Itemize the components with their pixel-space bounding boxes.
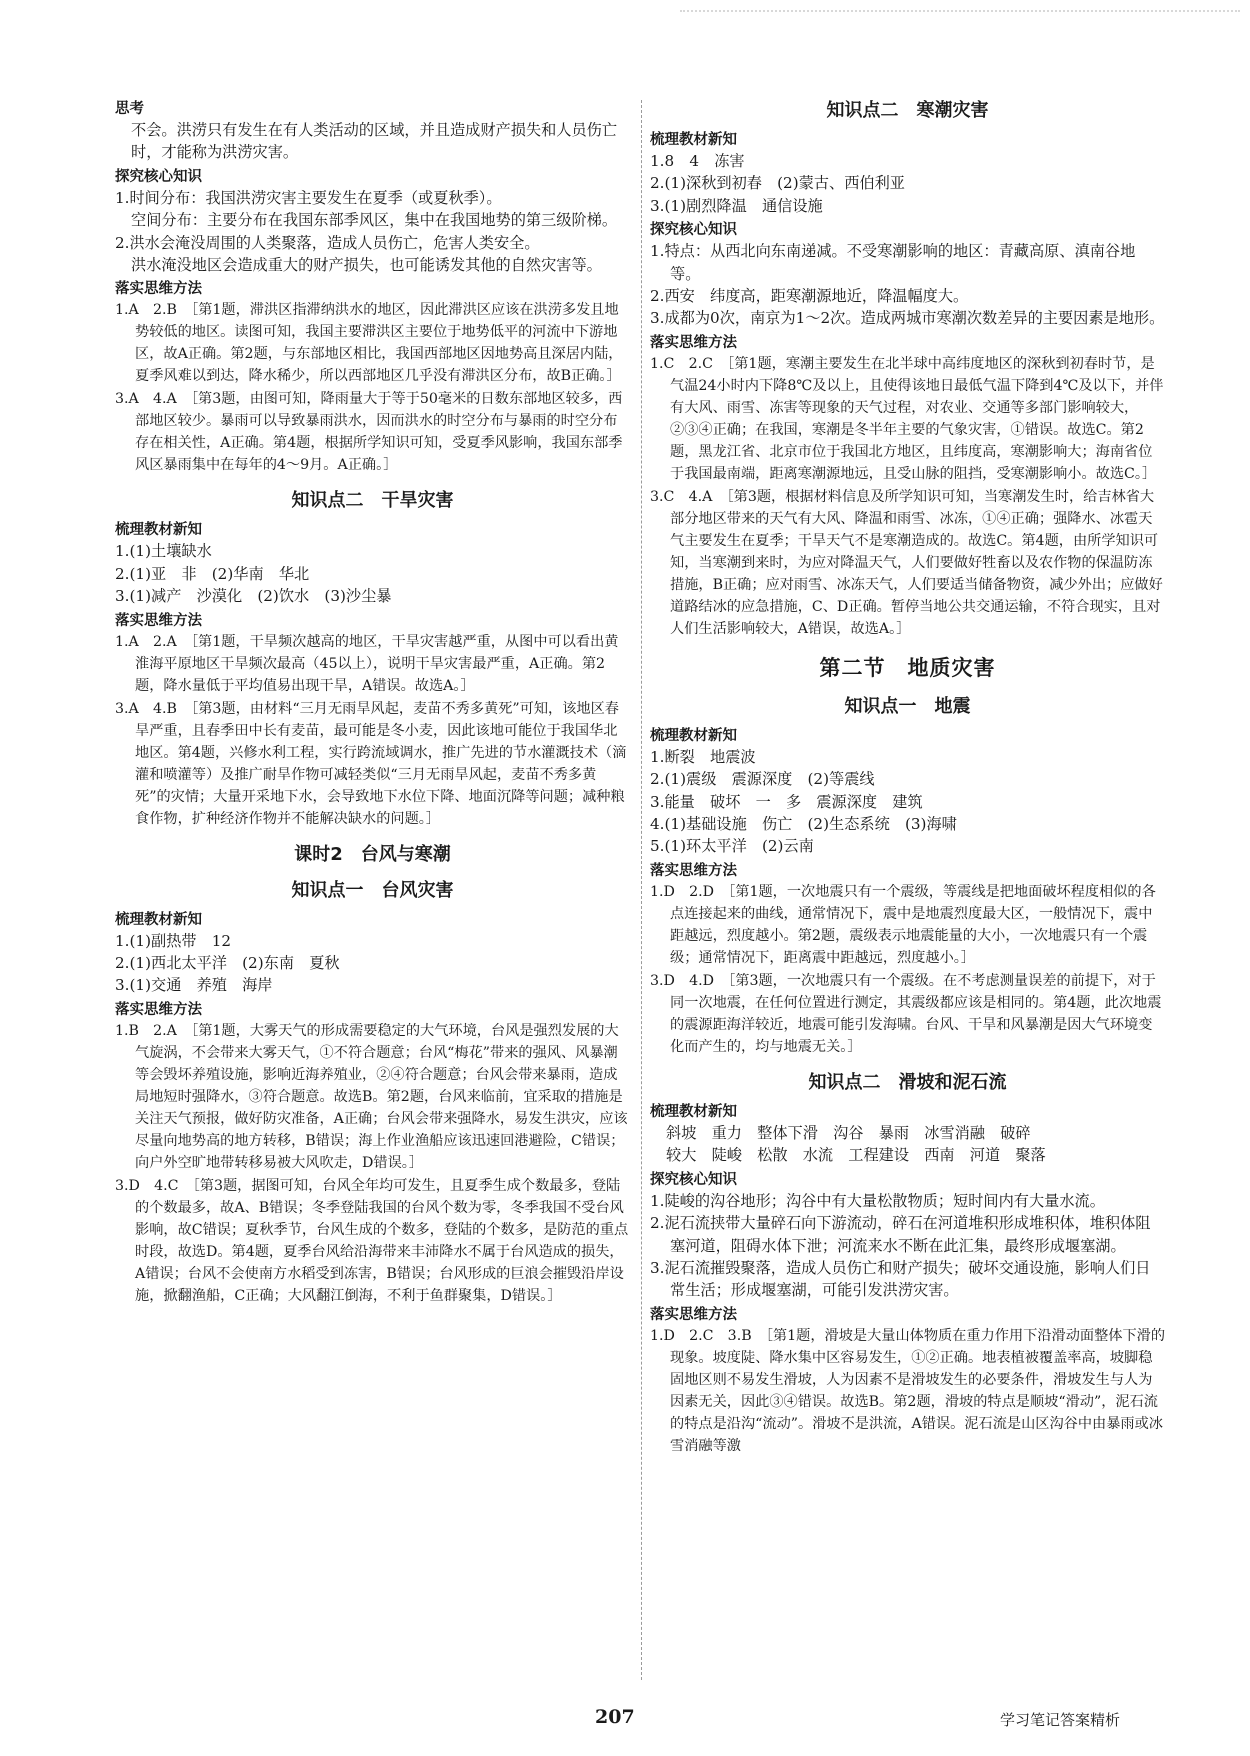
label-method: 落实思维方法 — [115, 612, 202, 629]
label-explore: 探究核心知识 — [650, 222, 737, 239]
chapter-section-title: 第二节 地质灾害 — [819, 655, 996, 680]
label-method: 落实思维方法 — [650, 862, 737, 879]
typhoon-textbook-item: 1.(1)副热带 12 — [115, 931, 232, 950]
drought-textbook-item: 2.(1)亚 非 (2)华南 华北 — [115, 564, 310, 583]
method-answer: 1.A 2.B ［第1题，滞洪区指滞纳洪水的地区，因此滞洪区应该在洪涝多发且地势较低的地区。读图可知，我国主要滞洪区主要位于地势低平的河流中下游地区，故A正确。第2题，与东部地区相比，我国西部地区因地势高且深居内陆，夏季风难以到达，降水稀少，所以西部地区几乎没有滞洪区分布，故B正确。］ — [115, 302, 623, 385]
quake-answer: 3.D 4.D ［第3题，一次地震只有一个震级。在不考虑测量误差的前提下，对于同一次地震，在任何位置进行测定，其震级都应该是相同的。第4题，此次地震的震源距海洋较近，地震可能引发海啸。台风、干旱和风暴潮是因大气环境变化而产生的，均与地震无关。］ — [650, 972, 1162, 1055]
explore-item: 空间分布：主要分布在我国东部季风区，集中在我国地势的第三级阶梯。 — [131, 211, 617, 230]
label-think: 思考 — [115, 101, 144, 117]
explore-item: 洪水淹没地区会造成重大的财产损失，也可能诱发其他的自然灾害等。 — [131, 256, 602, 275]
label-method: 落实思维方法 — [650, 334, 737, 351]
section-title-typhoon: 知识点一 台风灾害 — [291, 879, 454, 901]
section-title-cold: 知识点二 寒潮灾害 — [826, 100, 989, 121]
page-footer — [0, 1706, 1250, 1736]
cold-answer: 3.C 4.A ［第3题，根据材料信息及所学知识可知，当寒潮发生时，给吉林省大部分地区带来的天气有大风、降温和雨雪、冰冻，①④正确；强降水、冰雹天气主要发生在夏季；干旱天气不是寒潮造成的。故选C。第4题，由所学知识可知，当寒潮到来时，为应对降温天气，人们要做好牲畜以及农作物的保温防冻措施，B正确；应对雨雪、冰冻天气，人们要适当储备物资，减少外出；应做好道路结冰的应急措施，C、D正确。暂停当地公共交通运输，不符合现实，且对人们生活影响较大，A错误，故选A。］ — [650, 488, 1163, 637]
cold-textbook-item: 2.(1)深秋到初春 (2)蒙古、西伯利亚 — [650, 174, 905, 193]
label-method: 落实思维方法 — [115, 281, 202, 298]
drought-textbook-item: 3.(1)减产 沙漠化 (2)饮水 (3)沙尘暴 — [115, 587, 392, 606]
label-textbook: 梳理教材新知 — [650, 132, 737, 148]
top-decorative-bar — [680, 10, 1240, 26]
quake-textbook-item: 4.(1)基础设施 伤亡 (2)生态系统 (3)海啸 — [650, 815, 957, 834]
landslide-answer: 1.D 2.C 3.B ［第1题，滑坡是大量山体物质在重力作用下沿滑动面整体下滑的现象。坡度陡、降水集中区容易发生，①②正确。地表植被覆盖率高，坡脚稳固地区则不易发生滑坡，人为因素不是滑坡发生的必要条件，滑坡发生与人为因素无关，因此③④错误。故选B。第2题，滑坡的特点是顺坡“滑动”，泥石流的特点是沿沟“流动”。滑坡不是洪流，A错误。泥石流是山区沟谷中由暴雨或冰雪消融等激 — [650, 1327, 1166, 1454]
typhoon-textbook-item: 2.(1)西北太平洋 (2)东南 夏秋 — [115, 954, 340, 973]
page-number: 207 — [595, 1706, 635, 1728]
label-textbook: 梳理教材新知 — [650, 727, 737, 744]
label-explore: 探究核心知识 — [650, 1171, 737, 1188]
right-column — [650, 96, 1165, 1458]
landslide-textbook-item: 较大 陡峻 松散 水流 工程建设 西南 河道 聚落 — [666, 1146, 1046, 1165]
label-textbook: 梳理教材新知 — [650, 1103, 737, 1120]
typhoon-answer: 1.B 2.A ［第1题，大雾天气的形成需要稳定的大气环境，台风是强烈发展的大气旋涡，不会带来大雾天气，①不符合题意；台风“梅花”带来的强风、风暴潮等会毁坏养殖设施，影响近海养殖业，②④符合题意；台风会带来暴雨，造成局地短时强降水，③符合题意。故选B。第2题，台风来临前，宜采取的措施是关注天气预报，做好防灾准备，A正确；台风会带来强降水，易发生洪灾，应该尽量向地势高的地方转移，B错误；海上作业渔船应该迅速回港避险，C错误；向户外空旷地带转移易被大风吹走，D错误。］ — [115, 1022, 628, 1171]
drought-answer: 1.A 2.A ［第1题，干旱频次越高的地区，干旱灾害越严重，从图中可以看出黄淮海平原地区干旱频次最高（45以上），说明干旱灾害最严重，A正确。第2题，降水量低于平均值易出现干旱，A错误。故选A。］ — [115, 633, 619, 694]
method-answer: 3.A 4.A ［第3题，由图可知，降雨量大于等于50毫米的日数东部地区较多，西部地区较少。暴雨可以导致暴雨洪水，因而洪水的时空分布与暴雨的时空分布存在相关性，A正确。第4题，根据所学知识可知，受夏季风影响，我国东部季风区暴雨集中在每年的4～9月。A正确。］ — [115, 391, 623, 474]
left-column — [115, 96, 630, 1308]
label-method: 落实思维方法 — [115, 1001, 202, 1018]
quake-answer: 1.D 2.D ［第1题，一次地震只有一个震级，等震线是把地面破坏程度相似的各点连接起来的曲线，通常情况下，震中是地震烈度最大区，一般情况下，震中距越远，烈度越小。第2题，震级表示地震能量的大小，一次地震只有一个震级；通常情况下，距离震中距越远，烈度越小。］ — [650, 883, 1156, 966]
typhoon-textbook-item: 3.(1)交通 养殖 海岸 — [115, 976, 273, 995]
label-textbook: 梳理教材新知 — [115, 911, 202, 928]
cold-textbook-item: 1.8 4 冻害 — [650, 152, 745, 170]
lesson-title: 课时2 台风与寒潮 — [294, 843, 451, 865]
landslide-explore-item: 3.泥石流摧毁聚落，造成人员伤亡和财产损失；破坏交通设施，影响人们日常生活；形成堰塞湖，可能引发洪涝灾害。 — [650, 1258, 1151, 1300]
label-explore: 探究核心知识 — [115, 168, 202, 185]
quake-textbook-item: 3.能量 破坏 一 多 震源深度 建筑 — [650, 792, 923, 811]
quake-textbook-item: 2.(1)震级 震源深度 (2)等震线 — [650, 770, 875, 789]
book-label: 学习笔记答案精析 — [1000, 1711, 1121, 1729]
landslide-explore-item: 2.泥石流挟带大量碎石向下游流动，碎石在河道堆积形成堆积体，堆积体阻塞河道，阻碍水体下泄；河流来水不断在此汇集，最终形成堰塞湖。 — [650, 1214, 1151, 1255]
landslide-textbook-item: 斜坡 重力 整体下滑 沟谷 暴雨 冰雪消融 破碎 — [666, 1123, 1031, 1142]
cold-answer: 1.C 2.C ［第1题，寒潮主要发生在北半球中高纬度地区的深秋到初春时节，是气温24小时内下降8℃及以上，且使得该地日最低气温下降到4℃及以下，并伴有大风、雨雪、冻害等现象的天气过程，对农业、交通等多部门影响较大，②③④正确；在我国，寒潮是冬半年主要的气象灾害，①错误。故选C。第2题，黑龙江省、北京市位于我国北方地区，且纬度高，寒潮影响大；海南省位于我国最南端，距离寒潮源地远，且受山脉的阻挡，受寒潮影响小。故选C。］ — [650, 355, 1164, 482]
label-method: 落实思维方法 — [650, 1306, 737, 1323]
typhoon-answer: 3.D 4.C ［第3题，据图可知，台风全年均可发生，且夏季生成个数最多，登陆的个数最多，故A、B错误；冬季登陆我国的台风个数为零，冬季我国不受台风影响，故C错误；夏秋季节，台风生成的个数多，登陆的个数多，是防范的重点时段，故选D。第4题，夏季台风给沿海带来丰沛降水不属于台风造成的损失，A错误；台风不会使南方水稻受到冻害，B错误；台风形成的巨浪会摧毁沿岸设施，掀翻渔船，C正确；大风翻江倒海，不利于鱼群聚集，D错误。］ — [115, 1177, 629, 1304]
drought-textbook-item: 1.(1)土壤缺水 — [115, 542, 212, 561]
column-divider — [641, 100, 642, 1680]
section-title-quake: 知识点一 地震 — [844, 695, 971, 717]
drought-answer: 3.A 4.B ［第3题，由材料“三月无雨旱风起，麦苗不秀多黄死”可知，该地区春旱严重，且春季田中长有麦苗，最可能是冬小麦，因此该地可能位于我国华北地区。第4题，兴修水利工程，实行跨流域调水，推广先进的节水灌溉技术（滴灌和喷灌等）及推广耐旱作物可减轻类似“三月无雨旱风起，麦苗不秀多黄死”的灾情；大量开采地下水，会导致地下水位下降、地面沉降等问题；减种粮食作物，扩种经济作物并不能解决缺水的问题。］ — [115, 700, 627, 827]
explore-item: 2.洪水会淹没周围的人类聚落，造成人员伤亡，危害人类安全。 — [115, 233, 540, 252]
cold-explore-item: 2.西安 纬度高，距寒潮源地近，降温幅度大。 — [650, 287, 969, 306]
cold-explore-item: 3.成都为0次，南京为1～2次。造成两城市寒潮次数差异的主要因素是地形。 — [650, 309, 1165, 328]
quake-textbook-item: 5.(1)环太平洋 (2)云南 — [650, 837, 814, 856]
quake-textbook-item: 1.断裂 地震波 — [650, 747, 756, 766]
explore-item: 1.时间分布：我国洪涝灾害主要发生在夏季（或夏秋季）。 — [115, 188, 502, 207]
section-title-landslide: 知识点二 滑坡和泥石流 — [808, 1071, 1007, 1093]
cold-textbook-item: 3.(1)剧烈降温 通信设施 — [650, 196, 823, 215]
landslide-explore-item: 1.陡峻的沟谷地形；沟谷中有大量松散物质；短时间内有大量水流。 — [650, 1191, 1105, 1210]
think-answer: 不会。洪涝只有发生在有人类活动的区域，并且造成财产损失和人员伤亡时，才能称为洪涝灾害。 — [131, 121, 617, 162]
cold-explore-item: 1.特点：从西北向东南递减。不受寒潮影响的地区：青藏高原、滇南谷地等。 — [650, 242, 1136, 283]
section-title-drought: 知识点二 干旱灾害 — [291, 490, 454, 512]
label-textbook: 梳理教材新知 — [115, 522, 202, 539]
